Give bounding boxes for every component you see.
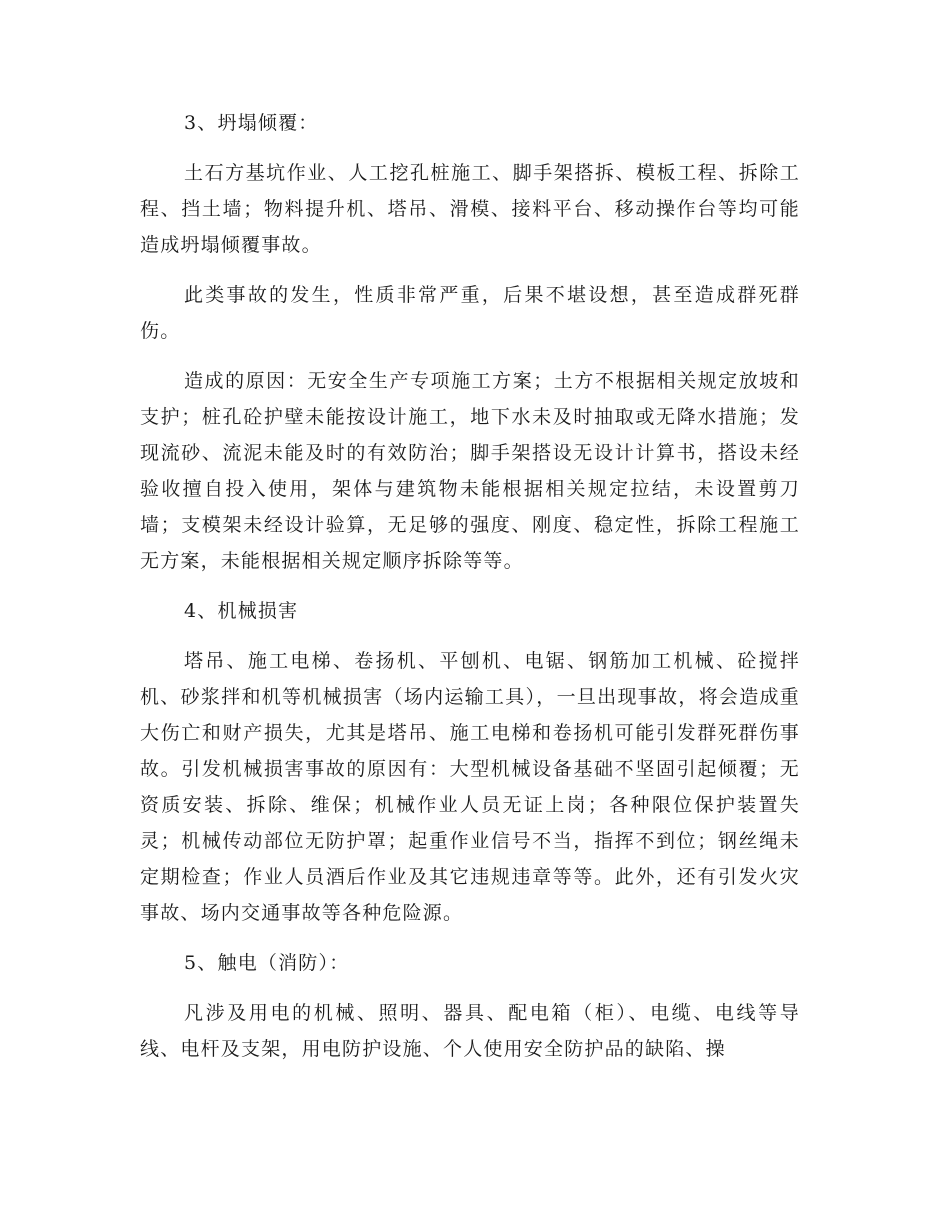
paragraph: 此类事故的发生，性质非常严重，后果不堪设想，甚至造成群死群伤。 [140,284,800,342]
section-collapse [140,105,800,579]
section-heading: 5、触电（消防）： [184,952,350,974]
section-heading: 3、坍塌倾覆： [184,112,319,134]
section-machinery [140,593,800,931]
section-electric [140,945,800,1067]
section-heading: 4、机械损害 [184,600,299,622]
paragraph: 凡涉及用电的机械、照明、器具、配电箱（柜）、电缆、电线等导线、电杆及支架，用电防护设施、个人使用安全防护品的缺陷、操 [140,1002,800,1060]
paragraph: 土石方基坑作业、人工挖孔桩施工、脚手架搭拆、模板工程、拆除工程、挡土墙；物料提升机、塔吊、滑模、接料平台、移动操作台等均可能造成坍塌倾覆事故。 [140,162,800,256]
paragraph: 塔吊、施工电梯、卷扬机、平刨机、电锯、钢筋加工机械、砼搅拌机、砂浆拌和机等机械损害（场内运输工具），一旦出现事故，将会造成重大伤亡和财产损失，尤其是塔吊、施工电梯和卷扬机可能引发群死群伤事故。引发机械损害事故的原因有：大型机械设备基础不坚固引起倾覆；无资质安装、拆除、维保；机械作业人员无证上岗；各种限位保护装置失灵；机械传动部位无防护罩；起重作业信号不当，指挥不到位；钢丝绳未定期检查；作业人员酒后作业及其它违规违章等等。此外，还有引发火灾事故、场内交通事故等各种危险源。 [140,650,800,924]
paragraph: 造成的原因：无安全生产专项施工方案；土方不根据相关规定放坡和支护；桩孔砼护壁未能按设计施工，地下水未及时抽取或无降水措施；发现流砂、流泥未能及时的有效防治；脚手架搭设无设计计算书，搭设未经验收擅自投入使用，架体与建筑物未能根据相关规定拉结，未设置剪刀墙；支模架未经设计验算，无足够的强度、刚度、稳定性，拆除工程施工无方案，未能根据相关规定顺序拆除等等。 [140,370,800,572]
document-page [140,105,800,1081]
